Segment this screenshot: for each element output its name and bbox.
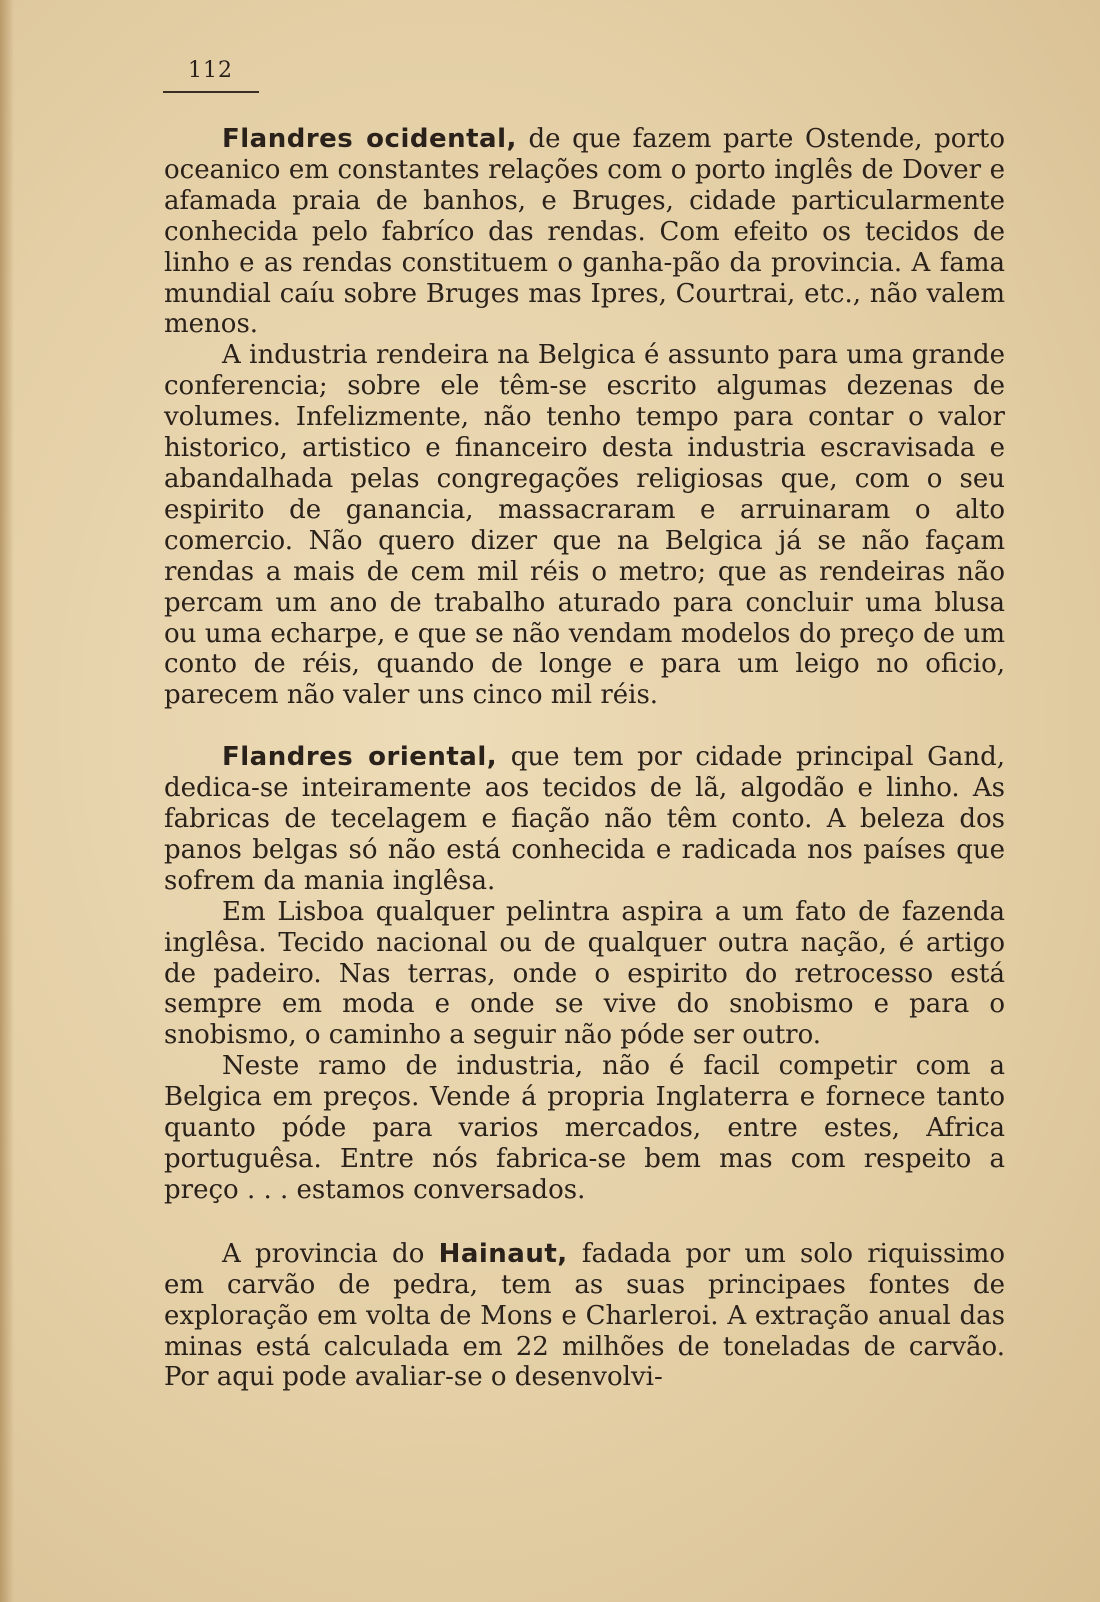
paragraph-text: Em Lisboa qualquer pelintra aspira a um fato de fazenda inglêsa. Tecido nacional ou de qualquer outra nação, é artigo de padeiro. Nas terras, onde o espirito do retrocesso está sempre em moda e onde se vive do snobismo e para o snobismo, o caminho a seguir não póde ser outro. [164, 896, 1005, 1051]
paragraph-industria-rendeira [164, 340, 1005, 711]
paragraph-flandres-oriental [164, 742, 1005, 897]
paragraph-lisboa [164, 897, 1005, 1052]
paragraph-text: fadada por um solo riquissimo em carvão de pedra, tem as suas principaes fontes de exploração em volta de Mons e Charleroi. A extração anual das minas está calculada em 22 milhões de toneladas de carvão. Por aqui pode avaliar-se o desenvolvi- [164, 1238, 1005, 1393]
paragraph-text: que tem por cidade principal Gand, dedica-se inteiramente aos tecidos de lã, algodão e linho. As fabricas de tecelagem e fiação não têm conto. A beleza dos panos belgas só não está conhecida e radicada nos países que sofrem da mania inglêsa. [164, 742, 1005, 896]
section-heading-flandres-oriental: Flandres oriental, [222, 742, 498, 773]
paragraph-ramo-industria [164, 1051, 1005, 1206]
body-text [164, 124, 1005, 1393]
paragraph-text-intro: A provincia do [222, 1238, 439, 1269]
paragraph-hainaut [164, 1239, 1005, 1394]
section-heading-flandres-ocidental: Flandres ocidental, [222, 124, 517, 154]
paragraph-text: A industria rendeira na Belgica é assunto para uma grande conferencia; sobre ele têm-se escrito algumas dezenas de volumes. Infelizmente, não tenho tempo para contar o valor historico, artistico e financeiro desta industria escravisada e abandalhada pelas congregações religiosas que, com o seu espirito de ganancia, massacraram e arruinaram o alto comercio. Não quero dizer que na Belgica já se não façam rendas a mais de cem mil réis o metro; que as rendeiras não percam um ano de trabalho aturado para concluir uma blusa ou uma echarpe, e que se não vendam modelos do preço de um conto de réis, quando de longe e para um leigo no oficio, parecem não valer uns cinco mil réis. [164, 340, 1005, 711]
paragraph-text: de que fazem parte Ostende, porto oceanico em constantes relações com o porto inglês de Dover e afamada praia de banhos, e Bruges, cidade particularmente conhecida pelo fabríco das rendas. Com efeito os tecidos de linho e as rendas constituem o ganha-pão da provincia. A fama mundial caíu sobre Bruges mas Ipres, Courtrai, etc., não valem menos. [164, 124, 1005, 340]
section-heading-hainaut: Hainaut, [438, 1238, 568, 1269]
paragraph-flandres-ocidental [164, 124, 1005, 340]
page-number-rule [163, 91, 259, 93]
page-number: 112 [188, 58, 233, 83]
page-edge-shadow [0, 0, 14, 1602]
paragraph-text: Neste ramo de industria, não é facil competir com a Belgica em preços. Vende á propria Inglaterra e fornece tanto quanto póde para varios mercados, entre estes, Africa portuguêsa. Entre nós fabrica-se bem mas com respeito a preço . . . estamos conversados. [164, 1051, 1005, 1205]
